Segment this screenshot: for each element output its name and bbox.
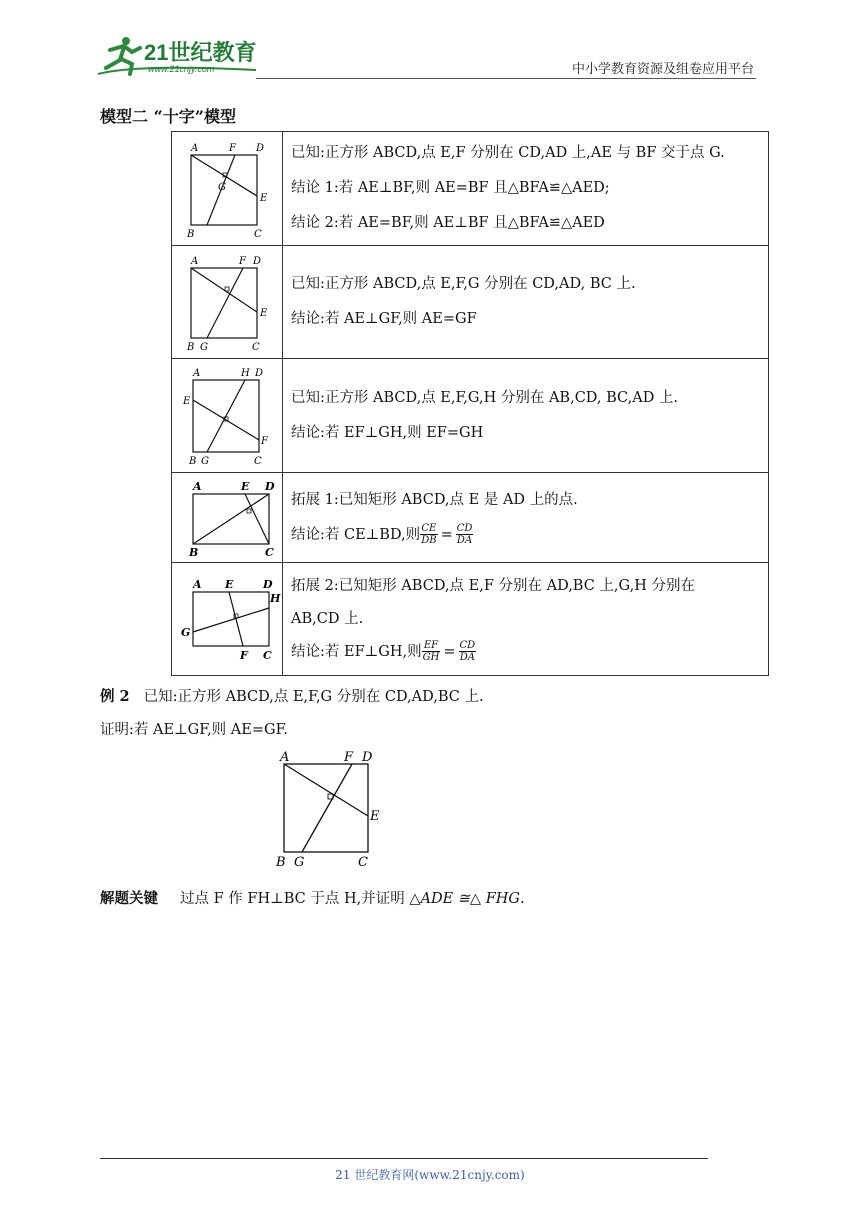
fraction bbox=[459, 640, 477, 663]
text-cell bbox=[283, 473, 769, 563]
point-label: C bbox=[252, 342, 260, 353]
rect-figure-4 bbox=[179, 478, 275, 558]
point-label: B bbox=[276, 855, 286, 870]
given-text: 已知:正方形 ABCD,点 E,F,G,H 分别在 AB,CD, BC,AD 上. bbox=[291, 389, 679, 406]
point-label: F bbox=[229, 142, 236, 154]
point-label: C bbox=[254, 455, 262, 467]
conclusion-text bbox=[291, 636, 760, 669]
point-label: E bbox=[260, 308, 268, 319]
key-end: . bbox=[519, 891, 525, 907]
fraction bbox=[422, 640, 441, 663]
point-label: F bbox=[344, 750, 354, 765]
text-cell bbox=[283, 132, 769, 246]
fraction-numerator: CE bbox=[421, 523, 437, 534]
figure-cell bbox=[172, 132, 283, 246]
point-label: B bbox=[187, 228, 195, 240]
square-figure-3 bbox=[179, 364, 275, 468]
point-label: G bbox=[201, 455, 209, 467]
example-label: 例 2 bbox=[100, 688, 130, 705]
figure-cell bbox=[172, 359, 283, 473]
figure-cell bbox=[172, 563, 283, 676]
fraction-numerator: EF bbox=[422, 640, 441, 652]
point-label: G bbox=[218, 181, 226, 193]
point-label: F bbox=[261, 435, 268, 447]
point-label: H bbox=[241, 367, 250, 379]
footer-rule bbox=[100, 1158, 708, 1159]
rect-figure-5 bbox=[177, 574, 281, 664]
point-label: A bbox=[193, 367, 201, 379]
point-label: C bbox=[358, 855, 368, 870]
model-table bbox=[171, 131, 769, 676]
fraction-denominator: DB bbox=[421, 535, 437, 546]
logo-url: www.21cnjy.com bbox=[148, 64, 215, 74]
point-label: B bbox=[189, 455, 197, 467]
model-row bbox=[172, 132, 769, 246]
model-row bbox=[172, 359, 769, 473]
figure-cell bbox=[172, 473, 283, 563]
key-math: △ADE ≅△ FHG bbox=[409, 891, 520, 907]
text-cell bbox=[283, 246, 769, 359]
point-label: E bbox=[260, 192, 268, 204]
point-label: F bbox=[240, 649, 248, 662]
point-label: A bbox=[191, 256, 199, 267]
point-label: B bbox=[187, 342, 195, 353]
fraction-numerator: CD bbox=[459, 640, 476, 651]
fraction bbox=[420, 523, 437, 546]
text-cell bbox=[283, 563, 769, 676]
platform-name: 中小学教育资源及组卷应用平台 bbox=[571, 62, 754, 77]
extension-text: AB,CD 上. bbox=[291, 610, 364, 627]
fraction-denominator: DA bbox=[459, 652, 475, 663]
equals-sign: = bbox=[443, 643, 456, 660]
point-label: D bbox=[265, 479, 275, 493]
conclusion-text: 结论 2:若 AE=BF,则 AE⊥BF 且△BFA≌△AED bbox=[291, 215, 605, 231]
conclusion-text bbox=[291, 518, 760, 553]
page-header bbox=[96, 34, 756, 80]
header-rule bbox=[256, 78, 756, 79]
fraction bbox=[456, 523, 474, 546]
point-label: A bbox=[280, 750, 290, 765]
point-label: D bbox=[362, 750, 373, 765]
point-label: G bbox=[200, 342, 208, 353]
point-label: C bbox=[265, 545, 274, 559]
point-label: C bbox=[263, 649, 272, 662]
solution-key bbox=[100, 887, 525, 908]
point-label: E bbox=[241, 479, 250, 493]
model-row bbox=[172, 473, 769, 563]
conclusion-text: 结论:若 EF⊥GH,则 EF=GH bbox=[291, 424, 484, 441]
point-label: D bbox=[263, 578, 273, 591]
page-footer: 21 世纪教育网(www.21cnjy.com) bbox=[335, 1168, 525, 1182]
proof-statement: 证明:若 AE⊥GF,则 AE=GF. bbox=[100, 722, 288, 738]
logo-text: 21世纪教育 bbox=[144, 40, 257, 65]
point-label: B bbox=[189, 545, 199, 559]
point-label: G bbox=[181, 626, 191, 639]
site-logo bbox=[96, 34, 266, 78]
conclusion-text: 结论:若 AE⊥GF,则 AE=GF bbox=[291, 311, 477, 327]
point-label: D bbox=[253, 256, 262, 267]
conclusion-prefix: 结论:若 CE⊥BD,则 bbox=[291, 526, 421, 543]
square-figure-2 bbox=[179, 252, 275, 352]
equals-sign: = bbox=[440, 526, 453, 543]
point-label: D bbox=[255, 367, 264, 379]
square-figure-1 bbox=[179, 137, 275, 241]
point-label: E bbox=[225, 578, 234, 591]
point-label: F bbox=[239, 256, 246, 267]
conclusion-prefix: 结论:若 EF⊥GH,则 bbox=[291, 643, 422, 660]
key-text: 过点 F 作 FH⊥BC 于点 H,并证明 bbox=[180, 891, 410, 907]
fraction-numerator: CD bbox=[456, 523, 473, 534]
example-figure bbox=[270, 748, 390, 872]
point-label: A bbox=[193, 578, 202, 591]
section-title: 模型二 “十字”模型 bbox=[100, 107, 236, 126]
point-label: D bbox=[256, 142, 265, 154]
point-label: C bbox=[254, 228, 262, 240]
point-label: E bbox=[183, 395, 191, 407]
point-label: G bbox=[294, 855, 305, 870]
conclusion-text: 结论 1:若 AE⊥BF,则 AE=BF 且△BFA≌△AED; bbox=[291, 180, 610, 196]
point-label: H bbox=[270, 592, 281, 605]
point-label: A bbox=[191, 142, 199, 154]
model-row bbox=[172, 246, 769, 359]
text-cell bbox=[283, 359, 769, 473]
example-statement bbox=[100, 685, 484, 706]
given-text: 已知:正方形 ABCD,点 E,F,G 分别在 CD,AD, BC 上. bbox=[291, 276, 636, 292]
figure-cell bbox=[172, 246, 283, 359]
point-label: E bbox=[370, 809, 380, 824]
given-text: 已知:正方形 ABCD,点 E,F 分别在 CD,AD 上,AE 与 BF 交于点 G. bbox=[291, 145, 725, 161]
extension-text: 拓展 2:已知矩形 ABCD,点 E,F 分别在 AD,BC 上,G,H 分别在 bbox=[291, 577, 695, 594]
point-label: A bbox=[193, 479, 202, 493]
fraction-denominator: GH bbox=[422, 652, 440, 663]
example-text: 已知:正方形 ABCD,点 E,F,G 分别在 CD,AD,BC 上. bbox=[143, 689, 484, 705]
fraction-denominator: DA bbox=[456, 535, 473, 546]
extension-text: 拓展 1:已知矩形 ABCD,点 E 是 AD 上的点. bbox=[291, 491, 578, 508]
key-label: 解题关键 bbox=[100, 890, 158, 907]
model-row bbox=[172, 563, 769, 676]
